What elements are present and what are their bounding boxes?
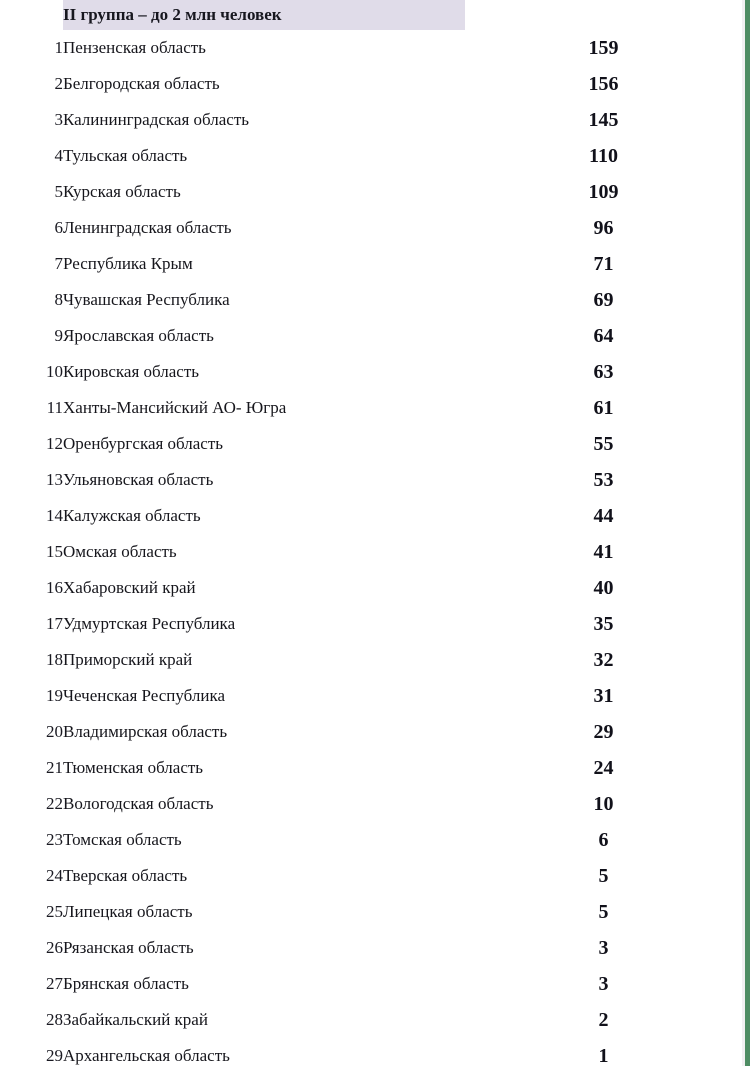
row-index-cell: 9 — [0, 318, 63, 354]
row-value-cell: 3 — [465, 966, 742, 1002]
row-value-cell: 31 — [465, 678, 742, 714]
row-region-cell: Белгородская область — [63, 66, 465, 102]
row-region-cell: Тульская область — [63, 138, 465, 174]
row-region-cell: Вологодская область — [63, 786, 465, 822]
row-index-cell: 18 — [0, 642, 63, 678]
row-index-cell: 3 — [0, 102, 63, 138]
header-group-title: II группа – до 2 млн человек — [63, 0, 465, 30]
row-value-cell: 32 — [465, 642, 742, 678]
row-value-cell: 2 — [465, 1002, 742, 1038]
header-value-cell — [465, 0, 742, 30]
row-value-cell: 110 — [465, 138, 742, 174]
row-region-cell: Хабаровский край — [63, 570, 465, 606]
row-value-cell: 10 — [465, 786, 742, 822]
row-region-cell: Брянская область — [63, 966, 465, 1002]
row-region-cell: Владимирская область — [63, 714, 465, 750]
table-row[interactable] — [0, 642, 742, 678]
table-row[interactable] — [0, 390, 742, 426]
row-region-cell: Калининградская область — [63, 102, 465, 138]
row-region-cell: Тверская область — [63, 858, 465, 894]
row-index-cell: 28 — [0, 1002, 63, 1038]
table-row[interactable] — [0, 858, 742, 894]
row-value-cell: 6 — [465, 822, 742, 858]
table-header — [0, 0, 742, 30]
row-index-cell: 1 — [0, 30, 63, 66]
row-region-cell: Забайкальский край — [63, 1002, 465, 1038]
row-index-cell: 7 — [0, 246, 63, 282]
row-index-cell: 10 — [0, 354, 63, 390]
row-region-cell: Омская область — [63, 534, 465, 570]
table-row[interactable] — [0, 498, 742, 534]
row-region-cell: Приморский край — [63, 642, 465, 678]
row-region-cell: Ленинградская область — [63, 210, 465, 246]
table-body — [0, 30, 742, 1074]
row-index-cell: 25 — [0, 894, 63, 930]
row-region-cell: Республика Крым — [63, 246, 465, 282]
table-row[interactable] — [0, 894, 742, 930]
row-value-cell: 55 — [465, 426, 742, 462]
row-index-cell: 22 — [0, 786, 63, 822]
row-value-cell: 35 — [465, 606, 742, 642]
row-region-cell: Курская область — [63, 174, 465, 210]
row-index-cell: 19 — [0, 678, 63, 714]
row-index-cell: 12 — [0, 426, 63, 462]
row-index-cell: 13 — [0, 462, 63, 498]
table-row[interactable] — [0, 714, 742, 750]
row-index-cell: 21 — [0, 750, 63, 786]
row-region-cell: Липецкая область — [63, 894, 465, 930]
row-region-cell: Томская область — [63, 822, 465, 858]
row-region-cell: Ханты-Мансийский АО- Югра — [63, 390, 465, 426]
row-index-cell: 24 — [0, 858, 63, 894]
row-value-cell: 5 — [465, 858, 742, 894]
table-row[interactable] — [0, 210, 742, 246]
table-row[interactable] — [0, 786, 742, 822]
table-row[interactable] — [0, 606, 742, 642]
table-row[interactable] — [0, 174, 742, 210]
row-value-cell: 71 — [465, 246, 742, 282]
row-region-cell: Пензенская область — [63, 30, 465, 66]
row-value-cell: 53 — [465, 462, 742, 498]
row-index-cell: 2 — [0, 66, 63, 102]
row-index-cell: 17 — [0, 606, 63, 642]
row-index-cell: 11 — [0, 390, 63, 426]
row-index-cell: 5 — [0, 174, 63, 210]
row-value-cell: 109 — [465, 174, 742, 210]
table-row[interactable] — [0, 282, 742, 318]
row-index-cell: 6 — [0, 210, 63, 246]
row-index-cell: 26 — [0, 930, 63, 966]
table-row[interactable] — [0, 930, 742, 966]
table-row[interactable] — [0, 462, 742, 498]
row-value-cell: 156 — [465, 66, 742, 102]
row-value-cell: 61 — [465, 390, 742, 426]
row-region-cell: Архангельская область — [63, 1038, 465, 1074]
row-region-cell: Ярославская область — [63, 318, 465, 354]
row-index-cell: 15 — [0, 534, 63, 570]
header-row — [0, 0, 742, 30]
row-value-cell: 29 — [465, 714, 742, 750]
row-value-cell: 145 — [465, 102, 742, 138]
table-row[interactable] — [0, 426, 742, 462]
page-edge-strip — [745, 0, 750, 1066]
row-value-cell: 159 — [465, 30, 742, 66]
row-index-cell: 23 — [0, 822, 63, 858]
table-row[interactable] — [0, 1002, 742, 1038]
row-region-cell: Оренбургская область — [63, 426, 465, 462]
row-region-cell: Ульяновская область — [63, 462, 465, 498]
table-row[interactable] — [0, 354, 742, 390]
row-value-cell: 96 — [465, 210, 742, 246]
table-row[interactable] — [0, 246, 742, 282]
row-value-cell: 63 — [465, 354, 742, 390]
table-row[interactable] — [0, 138, 742, 174]
row-index-cell: 27 — [0, 966, 63, 1002]
row-index-cell: 16 — [0, 570, 63, 606]
row-region-cell: Рязанская область — [63, 930, 465, 966]
table-row[interactable] — [0, 534, 742, 570]
row-index-cell: 14 — [0, 498, 63, 534]
row-value-cell: 5 — [465, 894, 742, 930]
table-row[interactable] — [0, 66, 742, 102]
row-value-cell: 64 — [465, 318, 742, 354]
table-row[interactable] — [0, 822, 742, 858]
table-row[interactable] — [0, 678, 742, 714]
table-row[interactable] — [0, 102, 742, 138]
row-index-cell: 8 — [0, 282, 63, 318]
row-region-cell: Удмуртская Республика — [63, 606, 465, 642]
row-value-cell: 1 — [465, 1038, 742, 1074]
row-region-cell: Чувашская Республика — [63, 282, 465, 318]
table-row[interactable] — [0, 966, 742, 1002]
row-value-cell: 69 — [465, 282, 742, 318]
row-region-cell: Чеченская Республика — [63, 678, 465, 714]
table-row[interactable] — [0, 1038, 742, 1074]
table-row[interactable] — [0, 318, 742, 354]
row-region-cell: Тюменская область — [63, 750, 465, 786]
row-index-cell: 4 — [0, 138, 63, 174]
row-value-cell: 41 — [465, 534, 742, 570]
row-value-cell: 24 — [465, 750, 742, 786]
table-row[interactable] — [0, 750, 742, 786]
row-index-cell: 20 — [0, 714, 63, 750]
row-region-cell: Кировская область — [63, 354, 465, 390]
header-index-cell — [0, 0, 63, 30]
table-row[interactable] — [0, 30, 742, 66]
row-region-cell: Калужская область — [63, 498, 465, 534]
row-value-cell: 44 — [465, 498, 742, 534]
row-index-cell: 29 — [0, 1038, 63, 1074]
row-value-cell: 3 — [465, 930, 742, 966]
table-row[interactable] — [0, 570, 742, 606]
row-value-cell: 40 — [465, 570, 742, 606]
